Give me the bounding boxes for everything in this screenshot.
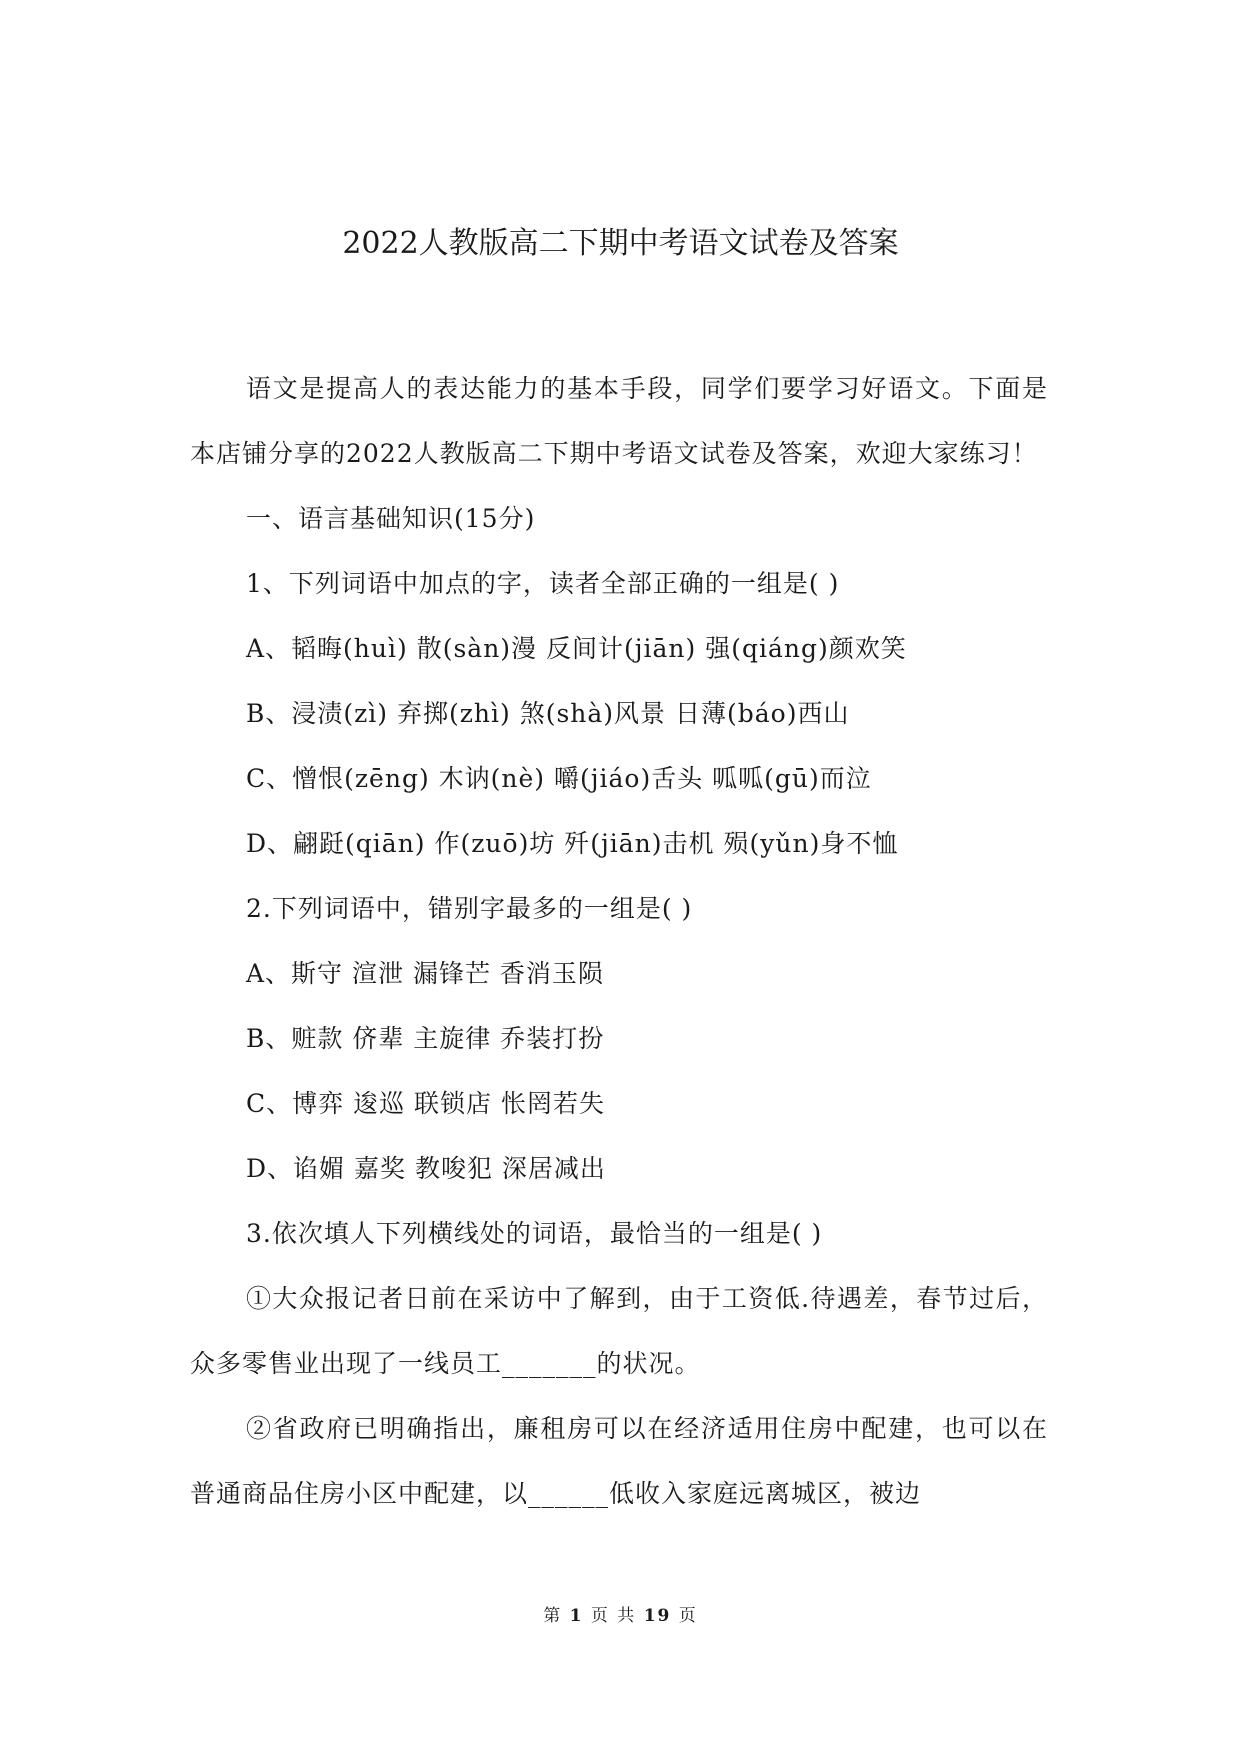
document-title: 2022人教版高二下期中考语文试卷及答案	[342, 226, 899, 261]
question-2-option-a: A、斯守 渲泄 漏锋芒 香消玉陨	[246, 959, 604, 988]
question-3-sentence-1: ①大众报记者日前在采访中了解到，由于工资低.待遇差，春节过后，众多零售业出现了一线员工_______的状况。	[190, 1284, 1048, 1378]
question-1-option-a: A、韬晦(huì) 散(sàn)漫 反间计(jiān) 强(qiáng)颜欢笑	[246, 634, 907, 663]
intro-paragraph: 语文是提高人的表达能力的基本手段，同学们要学习好语文。下面是本店铺分享的2022人教版高二下期中考语文试卷及答案，欢迎大家练习！	[190, 374, 1048, 468]
question-1-option-d: D、翩跹(qiān) 作(zuō)坊 歼(jiān)击机 殒(yǔn)身不恤	[246, 829, 899, 858]
question-2: 2.下列词语中，错别字最多的一组是( )	[246, 894, 693, 923]
question-2-option-c: C、博弈 逡巡 联锁店 怅罔若失	[246, 1089, 605, 1118]
question-1-option-b: B、浸渍(zì) 弃掷(zhì) 煞(shà)风景 日薄(báo)西山	[246, 699, 850, 728]
section-heading: 一、语言基础知识(15分)	[246, 504, 536, 533]
footer-prefix: 第	[543, 1606, 563, 1626]
question-1-option-c: C、憎恨(zēng) 木讷(nè) 嚼(jiáo)舌头 呱呱(gū)而泣	[246, 764, 872, 793]
footer-suffix: 页	[678, 1606, 698, 1626]
footer-middle: 页 共	[590, 1606, 637, 1626]
page-number: 1	[569, 1606, 584, 1626]
question-2-option-d: D、谄媚 嘉奖 教唆犯 深居减出	[246, 1154, 606, 1183]
question-3: 3.依次填人下列横线处的词语，最恰当的一组是( )	[246, 1219, 823, 1248]
document-body	[190, 356, 1048, 1526]
question-3-sentence-2: ②省政府已明确指出，廉租房可以在经济适用住房中配建，也可以在普通商品住房小区中配建，以______低收入家庭远离城区，被边	[190, 1414, 1048, 1508]
question-2-option-b: B、赃款 侪辈 主旋律 乔装打扮	[246, 1024, 605, 1053]
question-1: 1、下列词语中加点的字，读者全部正确的一组是( )	[246, 569, 840, 598]
page-footer	[0, 1604, 1241, 1628]
total-pages: 19	[643, 1606, 672, 1626]
